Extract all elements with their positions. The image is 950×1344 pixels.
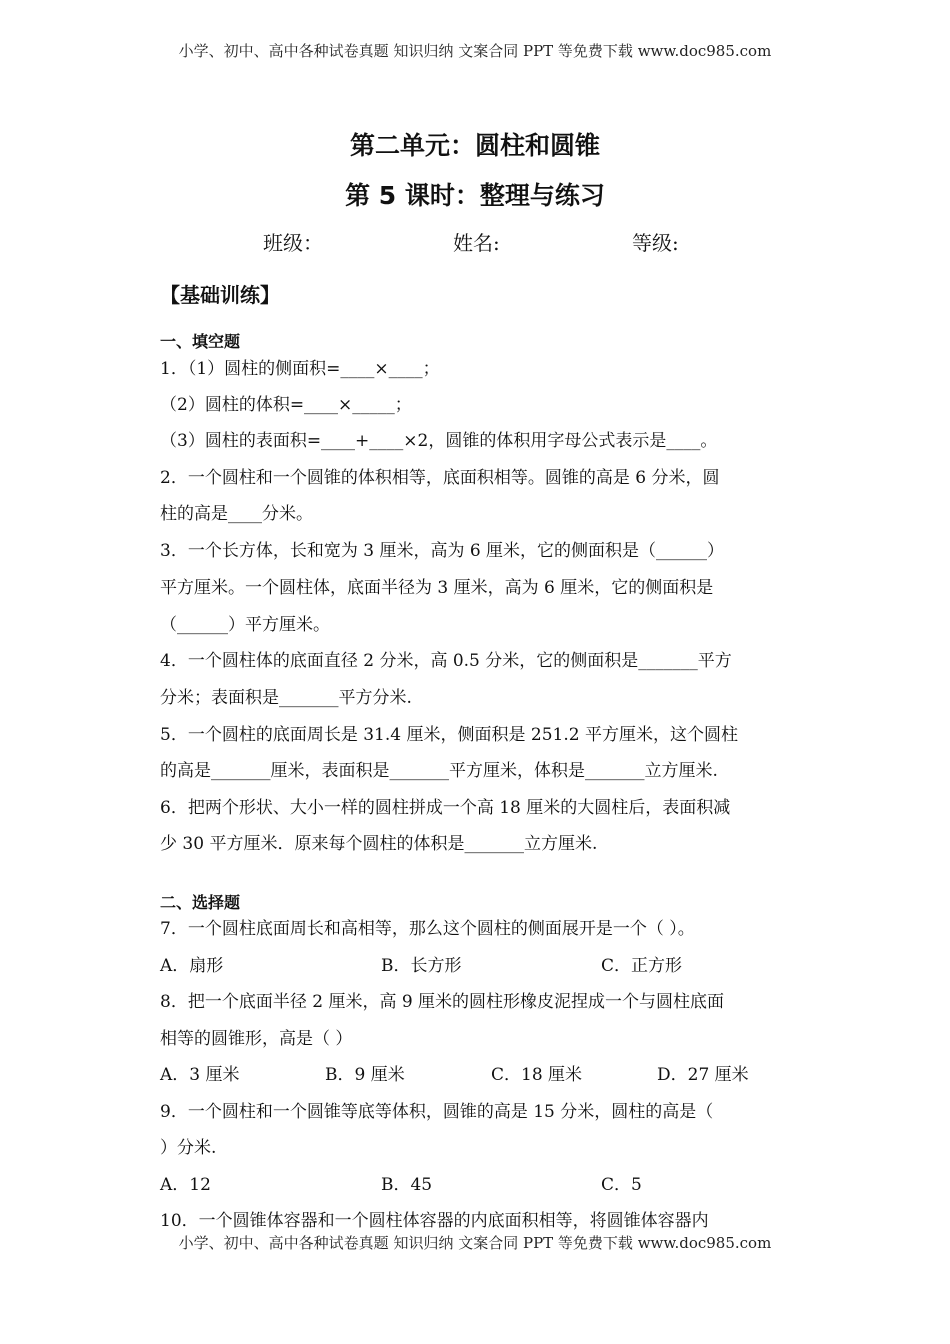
question-line: 柱的高是____分米。 bbox=[160, 504, 313, 524]
question-line: 10．一个圆锥体容器和一个圆柱体容器的内底面积相等，将圆锥体容器内 bbox=[160, 1211, 709, 1231]
question-line: （3）圆柱的表面积=____+____×2，圆锥的体积用字母公式表示是____。 bbox=[160, 431, 718, 451]
question-line: 6．把两个形状、大小一样的圆柱拼成一个高 18 厘米的大圆柱后，表面积减 bbox=[160, 798, 731, 818]
question-line: （______）平方厘米。 bbox=[160, 615, 330, 635]
option-a: A．扇形 bbox=[160, 956, 224, 976]
page-subtitle: 第 5 课时：整理与练习 bbox=[345, 181, 605, 210]
name-label: 姓名: bbox=[453, 231, 500, 255]
question-line: 少 30 平方厘米．原来每个圆柱的体积是_______立方厘米. bbox=[160, 834, 598, 854]
page-title: 第二单元：圆柱和圆锥 bbox=[349, 131, 600, 160]
option-c: C．5 bbox=[601, 1175, 642, 1195]
question-line: 4．一个圆柱体的底面直径 2 分米，高 0.5 分米，它的侧面积是_______平方 bbox=[160, 651, 732, 671]
option-a: A．12 bbox=[160, 1175, 211, 1195]
option-b: B．长方形 bbox=[381, 956, 462, 976]
question-line: （2）圆柱的体积=____×_____； bbox=[160, 395, 412, 415]
part1-title: 一、填空题 bbox=[160, 332, 241, 351]
option-c: C．正方形 bbox=[601, 956, 683, 976]
question-line: 5．一个圆柱的底面周长是 31.4 厘米，侧面积是 251.2 平方厘米，这个圆柱 bbox=[160, 725, 738, 745]
question-line: 2．一个圆柱和一个圆锥的体积相等，底面积相等。圆锥的高是 6 分米，圆 bbox=[160, 468, 720, 488]
grade-label: 等级: bbox=[632, 231, 679, 255]
question-line: 相等的圆锥形，高是（ ） bbox=[160, 1029, 353, 1049]
option-c: C．18 厘米 bbox=[491, 1065, 583, 1085]
section-basic-training: 【基础训练】 bbox=[160, 283, 280, 307]
option-b: B．9 厘米 bbox=[325, 1065, 405, 1085]
question-line: 8．把一个底面半径 2 厘米，高 9 厘米的圆柱形橡皮泥捏成一个与圆柱底面 bbox=[160, 992, 725, 1012]
question-line: ）分米. bbox=[160, 1138, 217, 1158]
page-header: 小学、初中、高中各种试卷真题 知识归纳 文案合同 PPT 等免费下载 www.doc985.com bbox=[178, 42, 772, 60]
question-line: 1．（1）圆柱的侧面积=____×____； bbox=[160, 359, 440, 379]
question-line: 平方厘米。一个圆柱体，底面半径为 3 厘米，高为 6 厘米，它的侧面积是 bbox=[160, 578, 714, 598]
question-line: 分米；表面积是_______平方分米. bbox=[160, 688, 412, 708]
option-a: A．3 厘米 bbox=[160, 1065, 240, 1085]
part2-title: 二、选择题 bbox=[160, 893, 241, 912]
page-footer: 小学、初中、高中各种试卷真题 知识归纳 文案合同 PPT 等免费下载 www.doc985.com bbox=[178, 1234, 772, 1252]
question-line: 7．一个圆柱底面周长和高相等，那么这个圆柱的侧面展开是一个（ ）。 bbox=[160, 919, 695, 939]
question-line: 9．一个圆柱和一个圆锥等底等体积，圆锥的高是 15 分米，圆柱的高是（ bbox=[160, 1102, 714, 1122]
class-label: 班级： bbox=[263, 231, 323, 255]
option-b: B．45 bbox=[381, 1175, 433, 1195]
question-line: 3．一个长方体，长和宽为 3 厘米，高为 6 厘米，它的侧面积是（______） bbox=[160, 541, 725, 561]
question-line: 的高是_______厘米，表面积是_______平方厘米，体积是_______立方厘米. bbox=[160, 761, 718, 781]
option-d: D．27 厘米 bbox=[657, 1065, 749, 1085]
